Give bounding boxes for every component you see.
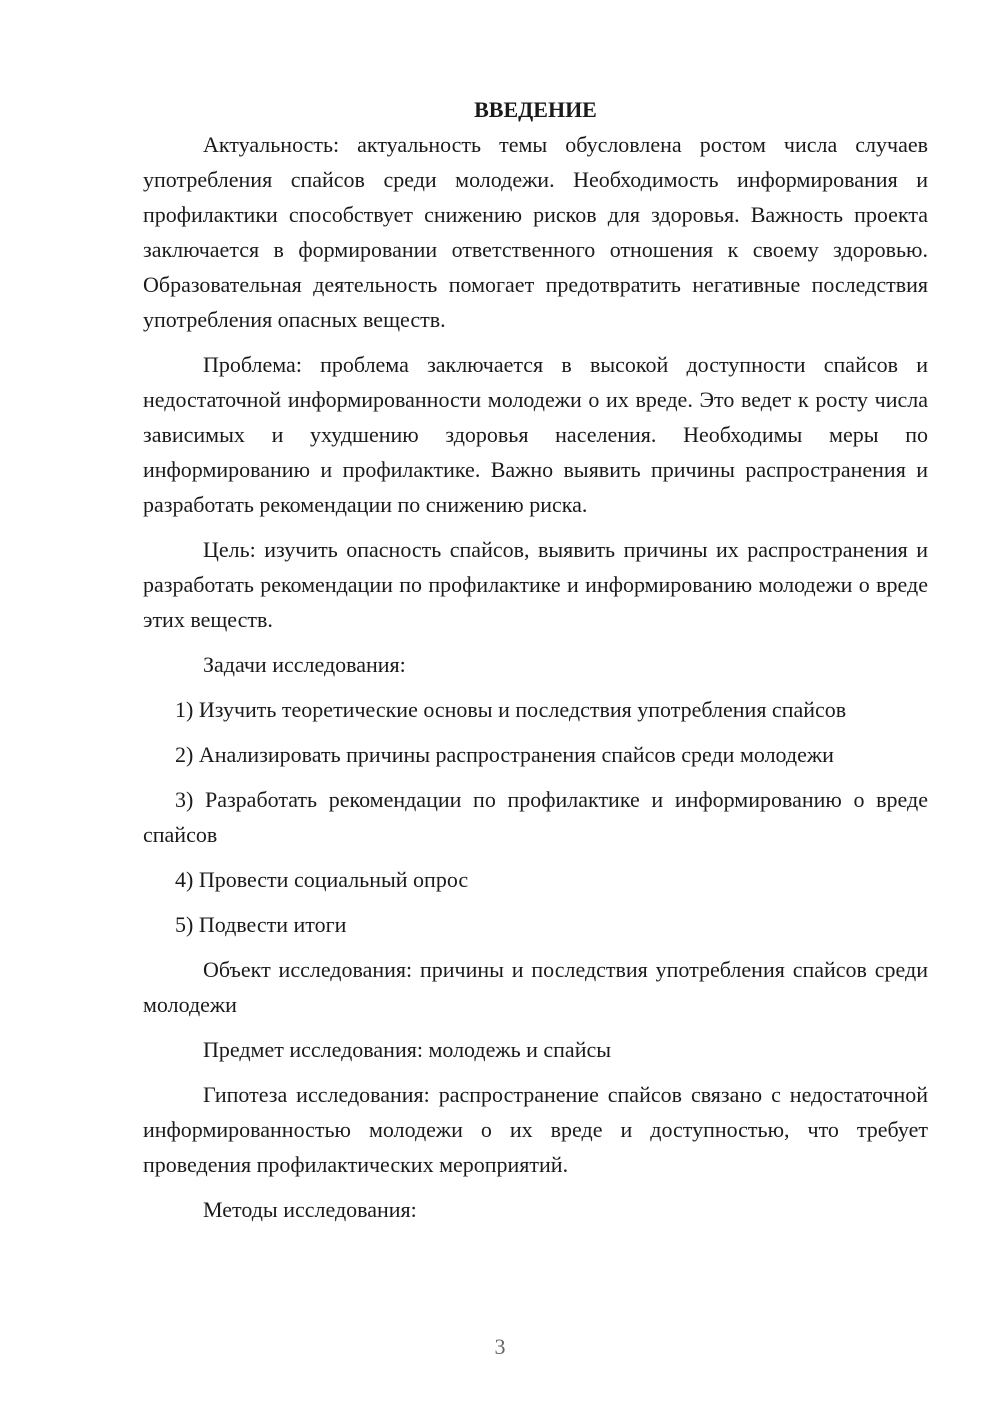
tasks-heading: Задачи исследования:	[203, 652, 406, 677]
object-paragraph: Объект исследования: причины и последствия употребления спайсов среди молодежи	[143, 957, 928, 1017]
task-item-1: 1) Изучить теоретические основы и последствия употребления спайсов	[175, 697, 847, 722]
page-number: 3	[494, 1334, 506, 1359]
task-item-2: 2) Анализировать причины распространения спайсов среди молодежи	[175, 742, 834, 767]
relevance-paragraph: Актуальность: актуальность темы обусловлена ростом числа случаев употребления спайсов среди молодежи. Необходимость информирования и профилактики способствует снижению рисков для здоровья. Важность проекта заключается в формировании ответственного отношения к своему здоровью. Образовательная деятельность помогает предотвратить негативные последствия употребления опасных веществ.	[143, 132, 928, 332]
page-content	[143, 92, 928, 1237]
subject-paragraph: Предмет исследования: молодежь и спайсы	[203, 1037, 612, 1062]
hypothesis-paragraph: Гипотеза исследования: распространение спайсов связано с недостаточной информированностью молодежи о их вреде и доступностью, что требует проведения профилактических мероприятий.	[143, 1082, 928, 1177]
goal-paragraph: Цель: изучить опасность спайсов, выявить причины их распространения и разработать рекомендации по профилактике и информированию молодежи о вреде этих веществ.	[143, 537, 928, 632]
methods-heading: Методы исследования:	[203, 1197, 417, 1222]
task-item-4: 4) Провести социальный опрос	[175, 867, 469, 892]
task-item-3: 3) Разработать рекомендации по профилактике и информированию о вреде спайсов	[143, 787, 928, 847]
problem-paragraph: Проблема: проблема заключается в высокой доступности спайсов и недостаточной информированности молодежи о их вреде. Это ведет к росту числа зависимых и ухудшению здоровья населения. Необходимы меры по информированию и профилактике. Важно выявить причины распространения и разработать рекомендации по снижению риска.	[143, 352, 928, 517]
task-item-5: 5) Подвести итоги	[175, 912, 347, 937]
section-title: ВВЕДЕНИЕ	[474, 97, 597, 122]
